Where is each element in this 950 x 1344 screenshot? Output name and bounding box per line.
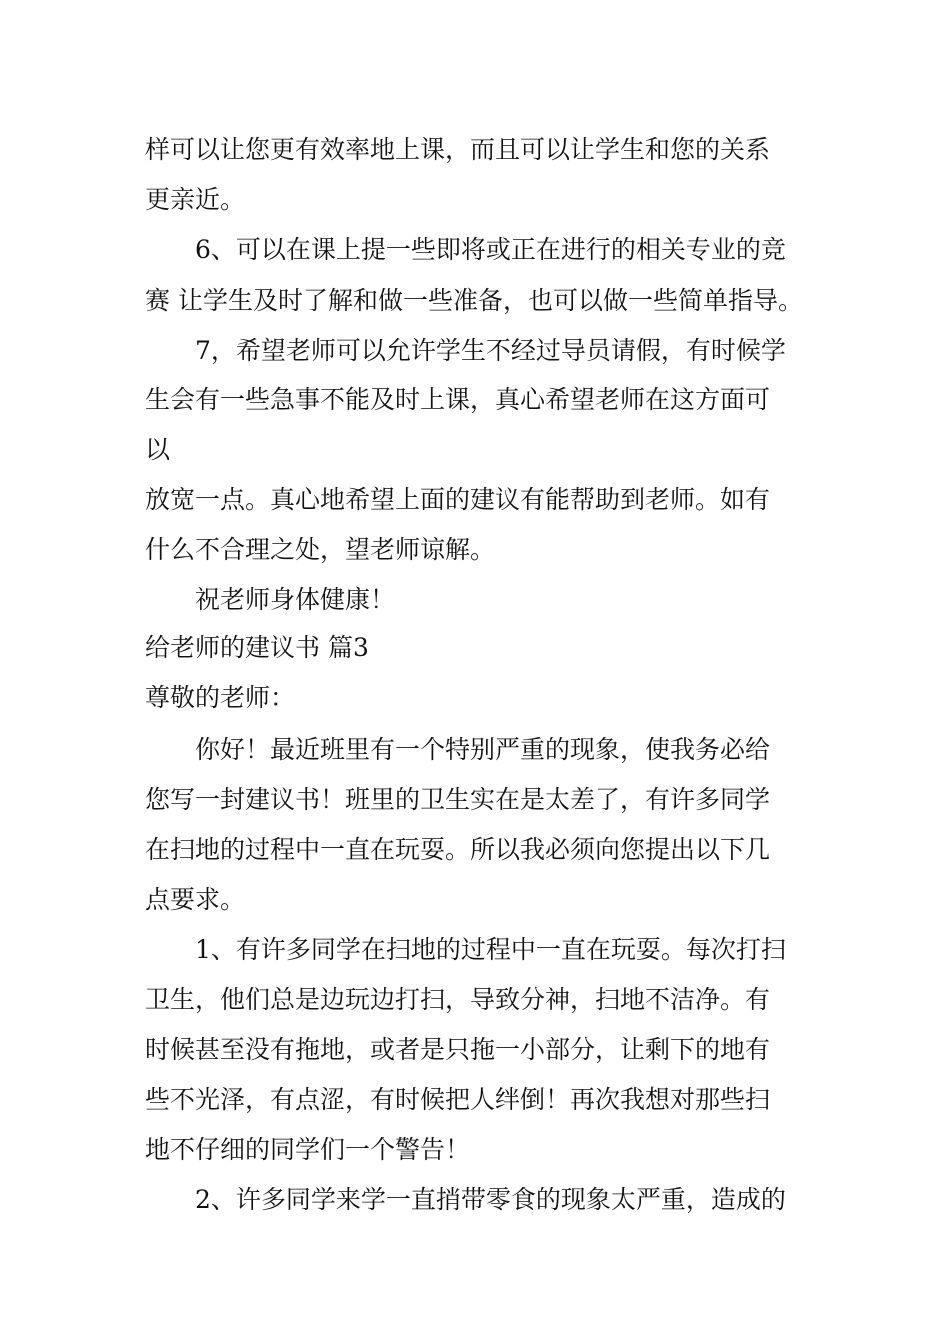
text-line: 6、可以在课上提一些即将或正在进行的相关专业的竞 — [195, 235, 786, 264]
section-heading: 给老师的建议书 篇3 — [145, 633, 369, 662]
text-line: 你好！最近班里有一个特别严重的现象，使我务必给 — [195, 735, 771, 764]
text-line: 在扫地的过程中一直在玩耍。所以我必须向您提出以下几 — [145, 835, 771, 864]
text-line: 地不仔细的同学们一个警告！ — [145, 1135, 471, 1164]
text-line: 更亲近。 — [145, 185, 246, 214]
text-line: 1、有许多同学在扫地的过程中一直在玩耍。每次打扫 — [195, 935, 786, 964]
text-line: 赛 让学生及时了解和做一些准备，也可以做一些简单指导。 — [145, 286, 803, 315]
text-line: 放宽一点。真心地希望上面的建议有能帮助到老师。如有 — [145, 485, 771, 514]
text-line: 样可以让您更有效率地上课，而且可以让学生和您的关系 — [145, 135, 771, 164]
text-line: 时候甚至没有拖地，或者是只拖一小部分，让剩下的地有 — [145, 1035, 771, 1064]
text-line: 以 — [145, 435, 171, 464]
text-line: 些不光泽，有点涩，有时候把人绊倒！再次我想对那些扫 — [145, 1085, 771, 1114]
text-line: 生会有一些急事不能及时上课，真心希望老师在这方面可 — [145, 385, 771, 414]
text-line: 什么不合理之处，望老师谅解。 — [145, 535, 496, 564]
text-line: 点要求。 — [145, 885, 246, 914]
text-line: 7，希望老师可以允许学生不经过导员请假，有时候学 — [195, 336, 786, 365]
salutation: 尊敬的老师： — [145, 683, 296, 712]
text-line: 2、许多同学来学一直捎带零食的现象太严重，造成的 — [195, 1185, 786, 1214]
text-line: 您写一封建议书！班里的卫生实在是太差了，有许多同学 — [145, 785, 771, 814]
text-line: 卫生，他们总是边玩边打扫，导致分神，扫地不洁净。有 — [145, 985, 771, 1014]
text-line: 祝老师身体健康！ — [195, 585, 396, 614]
